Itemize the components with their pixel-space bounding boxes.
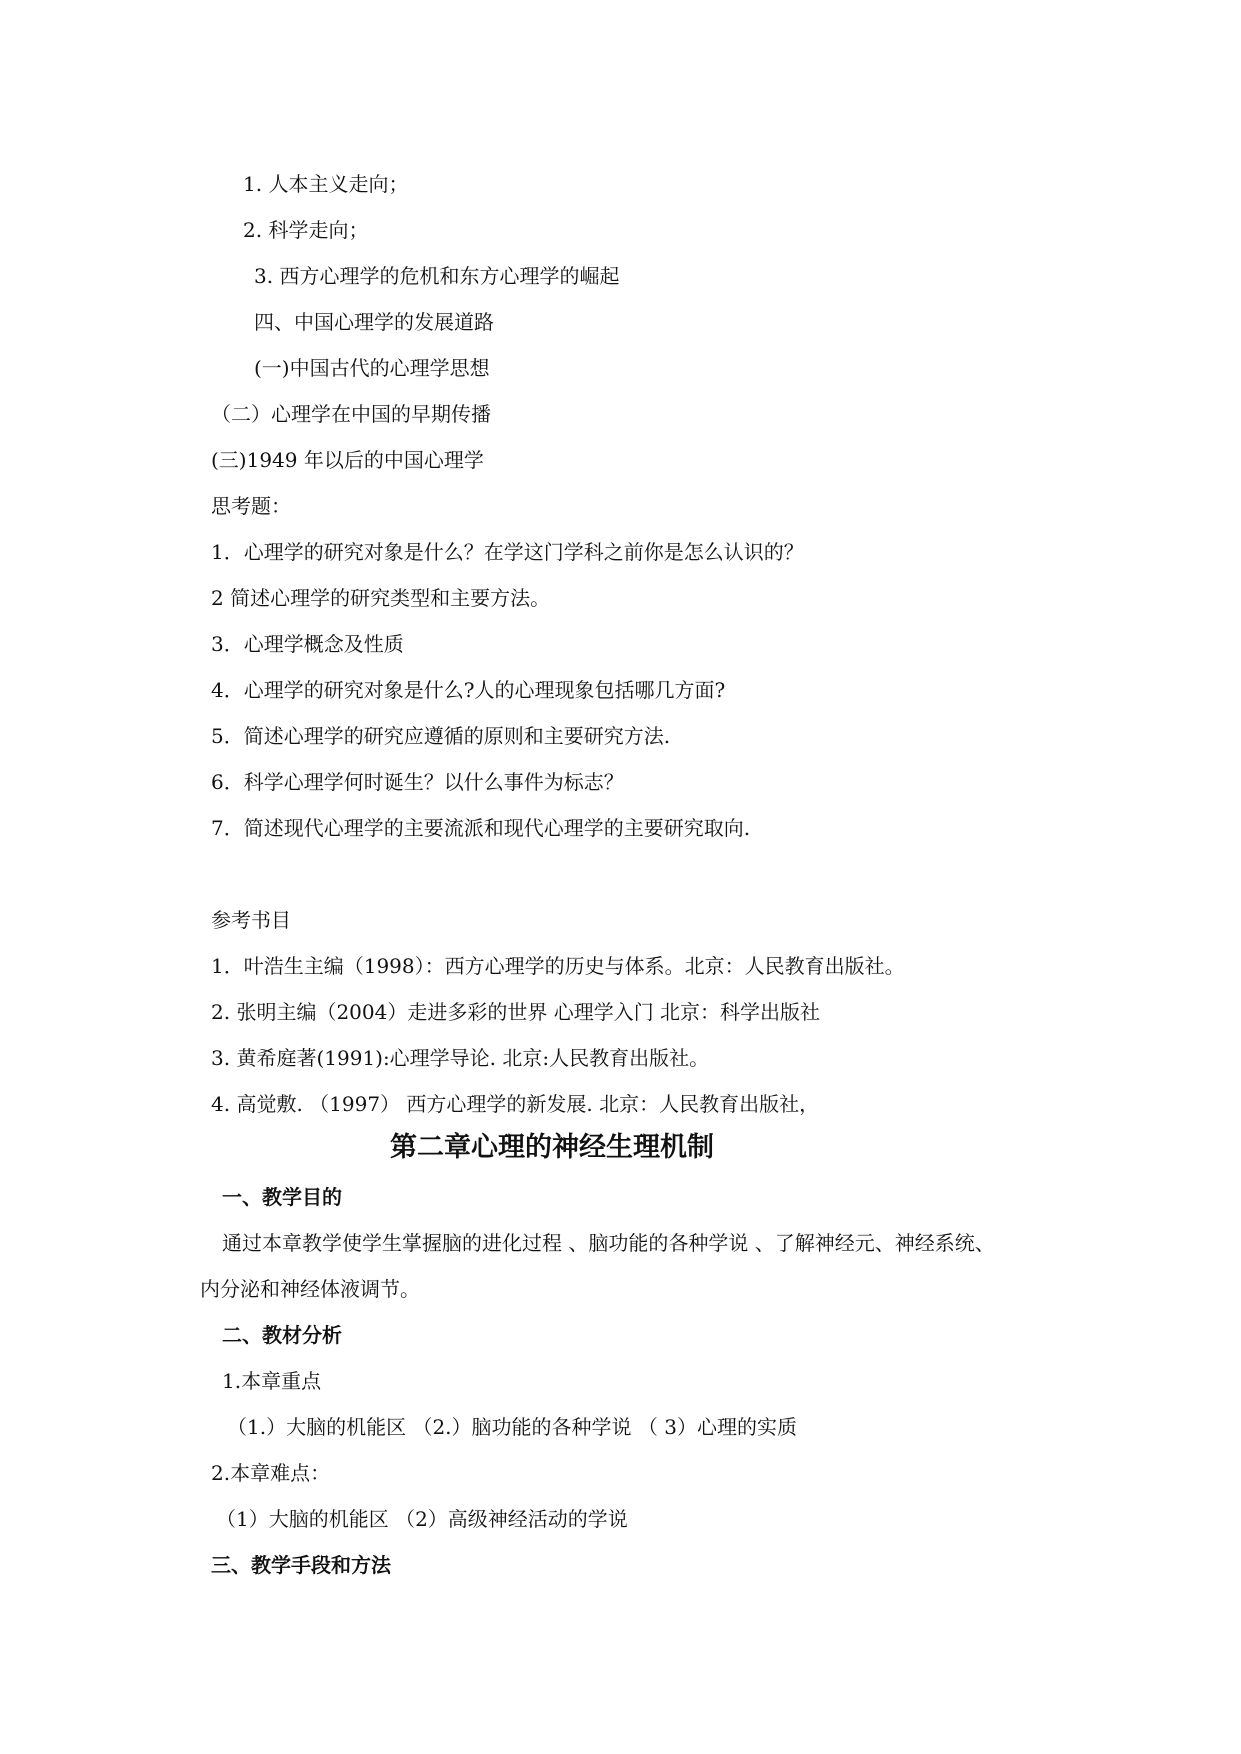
paragraph-line: 通过本章教学使学生掌握脑的进化过程 、脑功能的各种学说 、了解神经元、神经系统、 bbox=[222, 1231, 995, 1255]
reference-item: 1．叶浩生主编（1998）：西方心理学的历史与体系。北京：人民教育出版社。 bbox=[211, 954, 905, 978]
chapter-title: 第二章心理的神经生理机制 bbox=[390, 1132, 714, 1163]
question-item: 2 简述心理学的研究类型和主要方法。 bbox=[211, 586, 551, 610]
question-item: 5．简述心理学的研究应遵循的原则和主要研究方法. bbox=[211, 724, 671, 748]
question-item: 1．心理学的研究对象是什么？在学这门学科之前你是怎么认识的？ bbox=[211, 540, 804, 564]
key-points: （1.）大脑的机能区 （2.）脑功能的各种学说 （ 3）心理的实质 bbox=[227, 1415, 797, 1439]
question-item: 3．心理学概念及性质 bbox=[211, 632, 404, 656]
reference-item: 4. 高觉敷. （1997） 西方心理学的新发展. 北京：人民教育出版社， bbox=[211, 1092, 820, 1116]
outline-sub-3: (三)1949 年以后的中国心理学 bbox=[211, 448, 484, 472]
difficulties: （1）大脑的机能区 （2）高级神经活动的学说 bbox=[216, 1507, 628, 1531]
key-points-label: 1.本章重点 bbox=[222, 1369, 322, 1393]
section-heading: 一、教学目的 bbox=[222, 1185, 342, 1209]
question-item: 6．科学心理学何时诞生？以什么事件为标志？ bbox=[211, 770, 624, 794]
question-item: 4．心理学的研究对象是什么?人的心理现象包括哪几方面? bbox=[211, 678, 726, 702]
paragraph-line: 内分泌和神经体液调节。 bbox=[200, 1277, 420, 1301]
questions-heading: 思考题： bbox=[211, 494, 291, 518]
difficulties-label: 2.本章难点： bbox=[211, 1461, 331, 1485]
section-heading: 二、教材分析 bbox=[222, 1323, 342, 1347]
outline-item-3: 3. 西方心理学的危机和东方心理学的崛起 bbox=[254, 264, 620, 288]
section-heading: 三、教学手段和方法 bbox=[211, 1553, 391, 1577]
outline-sub-1: (一)中国古代的心理学思想 bbox=[254, 356, 490, 380]
reference-item: 3. 黄希庭著(1991):心理学导论. 北京:人民教育出版社。 bbox=[211, 1046, 710, 1070]
references-heading: 参考书目 bbox=[211, 908, 291, 932]
question-item: 7．简述现代心理学的主要流派和现代心理学的主要研究取向. bbox=[211, 816, 751, 840]
outline-item-1: 1. 人本主义走向； bbox=[243, 172, 409, 196]
outline-item-2: 2. 科学走向； bbox=[243, 218, 369, 242]
outline-section-4: 四、中国心理学的发展道路 bbox=[254, 310, 494, 334]
reference-item: 2. 张明主编（2004）走进多彩的世界 心理学入门 北京：科学出版社 bbox=[211, 1000, 821, 1024]
outline-sub-2: （二）心理学在中国的早期传播 bbox=[211, 402, 491, 426]
